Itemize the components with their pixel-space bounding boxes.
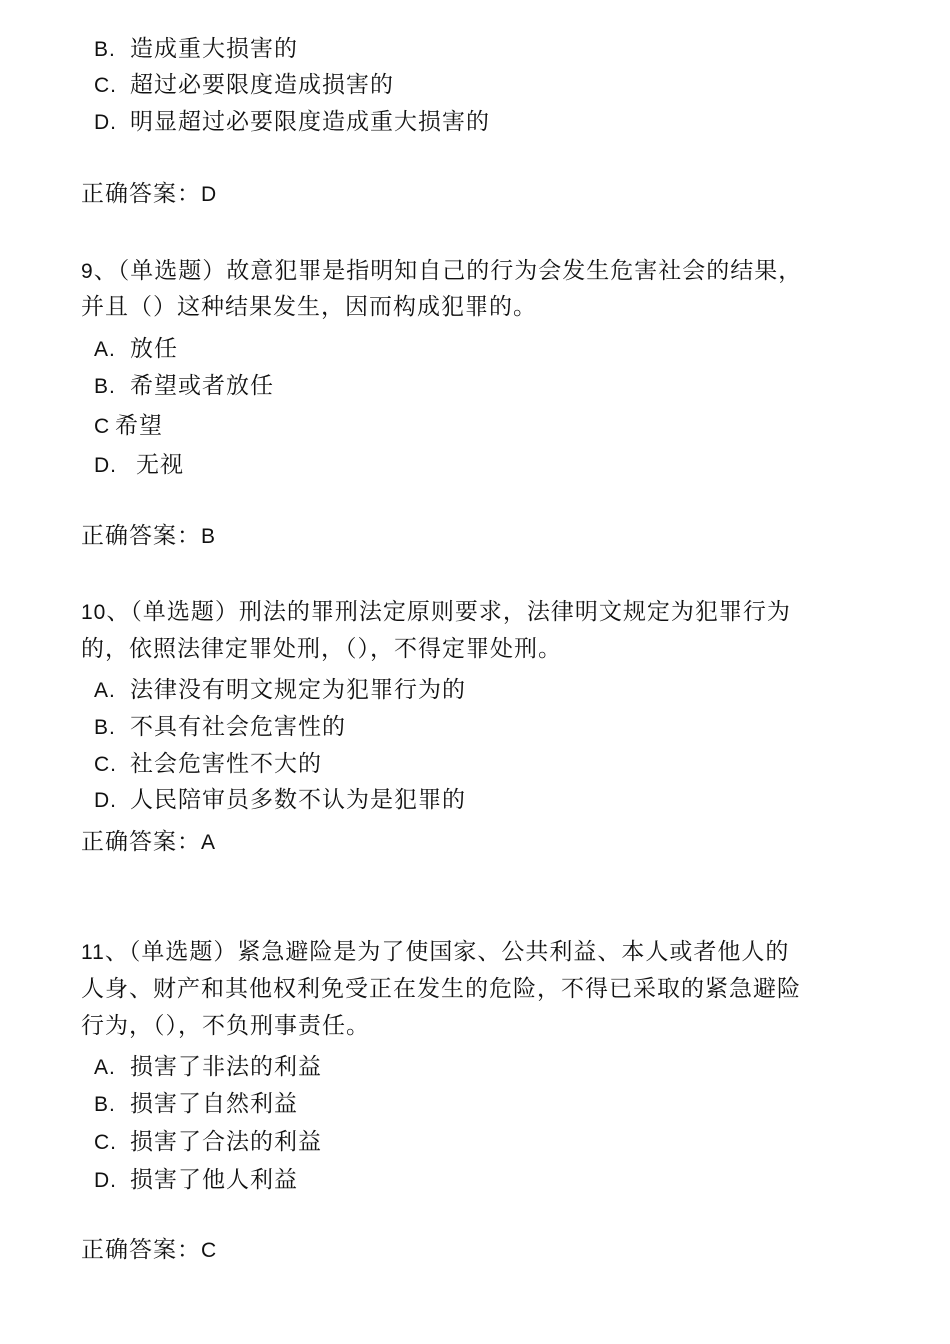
option-text: 损害了自然利益 <box>130 1091 298 1117</box>
q10-option-b <box>94 712 346 743</box>
q10-stem-line-1 <box>81 597 791 628</box>
q9-option-b <box>94 371 274 402</box>
option-letter: D. <box>94 454 117 477</box>
q10-answer <box>81 827 216 858</box>
answer-label: 正确答案： <box>81 523 201 549</box>
answer-label: 正确答案： <box>81 181 201 207</box>
option-text: 损害了合法的利益 <box>130 1129 322 1155</box>
option-letter: A. <box>94 338 116 361</box>
answer-value: A <box>201 831 217 854</box>
option-text: 超过必要限度造成损害的 <box>130 72 394 98</box>
q10-option-a <box>94 675 466 706</box>
q9-answer <box>81 521 216 552</box>
option-text: 无视 <box>136 452 184 478</box>
option-letter: D. <box>94 111 117 134</box>
question-number: 9 <box>81 260 94 283</box>
q11-option-a <box>94 1052 322 1083</box>
answer-label: 正确答案： <box>81 1237 201 1263</box>
q10-stem-line-2: 的，依照法律定罪处刑，（），不得定罪处刑。 <box>81 636 562 662</box>
q11-stem-line-1 <box>81 937 789 968</box>
q9-stem-line-2: 并且（）这种结果发生，因而构成犯罪的。 <box>81 294 537 320</box>
q9-option-a <box>94 334 178 365</box>
option-letter: B. <box>94 1093 116 1116</box>
option-letter: B. <box>94 375 116 398</box>
q11-option-b <box>94 1089 298 1120</box>
q8-option-d <box>94 107 490 138</box>
option-text: 社会危害性不大的 <box>130 751 322 777</box>
q10-option-c <box>94 749 322 780</box>
answer-value: D <box>201 183 218 206</box>
option-letter: D. <box>94 789 117 812</box>
q8-answer <box>81 179 217 210</box>
option-text: 人民陪审员多数不认为是犯罪的 <box>130 787 466 813</box>
q11-stem-line-3: 行为，（），不负刑事责任。 <box>81 1013 370 1039</box>
option-text: 放任 <box>130 336 178 362</box>
option-letter: A. <box>94 679 116 702</box>
answer-label: 正确答案： <box>81 829 201 855</box>
answer-value: C <box>201 1239 218 1262</box>
option-letter: C. <box>94 1131 117 1154</box>
option-letter: C. <box>94 74 117 97</box>
option-text: 不具有社会危害性的 <box>130 714 346 740</box>
q11-option-c <box>94 1127 322 1158</box>
option-letter: B. <box>94 716 116 739</box>
option-text: 希望或者放任 <box>130 373 274 399</box>
option-letter: D. <box>94 1169 117 1192</box>
option-letter: C <box>94 415 111 438</box>
answer-value: B <box>201 525 217 548</box>
q9-option-d <box>94 450 184 481</box>
q10-option-d <box>94 785 466 816</box>
option-text: 希望 <box>115 413 163 439</box>
question-number: 11 <box>81 941 105 964</box>
option-text: 法律没有明文规定为犯罪行为的 <box>130 677 466 703</box>
q11-answer <box>81 1235 217 1266</box>
option-text: 明显超过必要限度造成重大损害的 <box>130 109 490 135</box>
question-text: 、（单选题）紧急避险是为了使国家、公共利益、本人或者他人的 <box>104 939 790 965</box>
option-text: 损害了非法的利益 <box>130 1054 322 1080</box>
q11-option-d <box>94 1165 298 1196</box>
q11-stem-line-2: 人身、财产和其他权利免受正在发生的危险，不得已采取的紧急避险 <box>81 976 801 1002</box>
option-text: 损害了他人利益 <box>130 1167 298 1193</box>
option-text: 造成重大损害的 <box>130 36 298 62</box>
question-text: 、（单选题）刑法的罪刑法定原则要求，法律明文规定为犯罪行为 <box>106 599 791 625</box>
q9-option-c <box>94 411 163 442</box>
option-letter: C. <box>94 753 117 776</box>
q9-stem-line-1 <box>81 256 802 287</box>
q8-option-b <box>94 34 298 65</box>
option-letter: B. <box>94 38 116 61</box>
q8-option-c <box>94 70 394 101</box>
option-letter: A. <box>94 1056 116 1079</box>
question-number: 10 <box>81 601 107 624</box>
question-text: 、（单选题）故意犯罪是指明知自己的行为会发生危害社会的结果， <box>93 258 803 284</box>
